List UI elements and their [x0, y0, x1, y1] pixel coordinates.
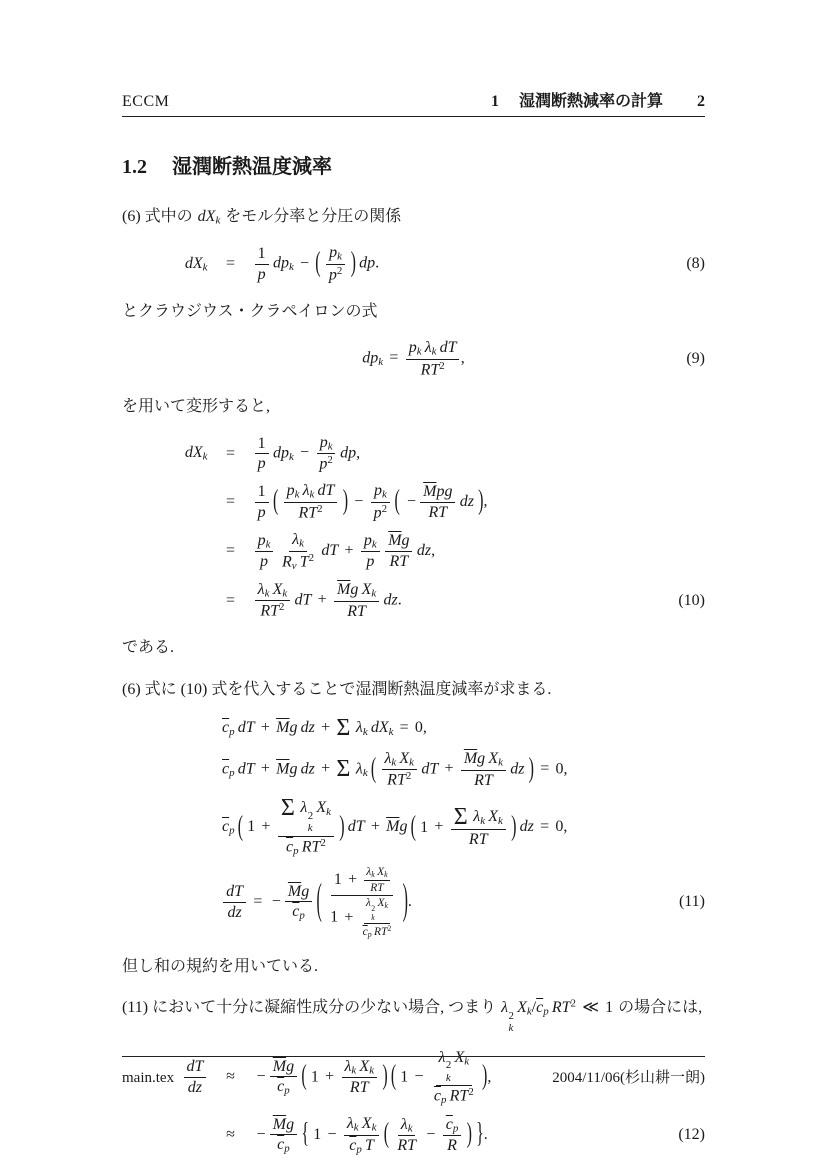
- footer-date-author: 2004/11/06(杉山耕一朗): [552, 1070, 705, 1086]
- equation-row: [122, 244, 705, 284]
- math: $\frac{\lambda_k X_k}{RT^2}$ dT + $\frac{\overline{M}g X_k}{RT}$ dz.: [254, 581, 690, 621]
- page-header: [122, 88, 705, 117]
- text-run: である.: [122, 639, 175, 657]
- equation-block: [122, 244, 705, 284]
- text-run: 但し和の規約を用いている.: [122, 957, 319, 975]
- equation-block: [122, 434, 705, 621]
- math: $dX_k$: [184, 444, 208, 464]
- math: $dX_k$: [184, 254, 208, 274]
- page-footer: [122, 1056, 705, 1087]
- text-run: (6) 式に (10) 式を代入することで湿潤断熱温度減率が求まる.: [122, 680, 552, 698]
- math: $\overline{c}_p$ dT + $\overline{M}g$ dz + Σ $\lambda_k$ ( $\frac{\lambda_k X_k}{RT^2}$ dT + $\frac{\overline{M}g X_k}{RT}$ dz ) = 0,: [222, 749, 568, 789]
- equation-row: [122, 866, 705, 939]
- running-head-left: ECCM: [122, 93, 170, 110]
- equation-number: (10): [678, 591, 705, 609]
- equation-block: [122, 714, 705, 939]
- math: − $\frac{\overline{M}g}{\overline{c}_p}$ ( 1 + $\frac{\lambda_k X_k}{RT}$ ) ( 1 − λ 2 k $X_k$ $\overline{c}_p$ $RT^2$ ) ,: [256, 1048, 492, 1107]
- math: $\frac{dT}{dz}$: [138, 1058, 208, 1096]
- math: $\frac{1}{p}$ ( $\frac{p_k \lambda_k dT}{RT^2}$ ) − $\frac{p_k}{p^2}$ ( − $\frac{\overline{M}pg}{RT}$ dz ) ,: [254, 482, 690, 522]
- paragraph: [122, 203, 705, 230]
- section-heading-number: 1.2: [122, 156, 147, 178]
- math: $\overline{c}_p$ dT + $\overline{M}g$ dz + Σ $\lambda_k$ $dX_k = 0$,: [222, 714, 427, 741]
- equation-row: [122, 1115, 705, 1155]
- math: =: [225, 255, 236, 272]
- math: =: [225, 444, 236, 462]
- math: =: [225, 493, 236, 511]
- equation-row: [122, 434, 705, 474]
- paragraph: [122, 676, 705, 703]
- text-run: (11) において十分に凝縮性成分の少ない場合, つまり: [122, 998, 501, 1016]
- header-section-number: 1: [490, 93, 499, 110]
- paragraph: [122, 994, 705, 1035]
- header-section-title: 湿潤断熱減率の計算: [518, 93, 663, 110]
- text-run: をモル分率と分圧の関係: [221, 208, 402, 225]
- equation-number: (8): [686, 255, 705, 272]
- math: − $\frac{\overline{M}g}{\overline{c}_p}$ { 1 − $\frac{\lambda_k X_k}{\overline{c}_p T}$ ( $\frac{\lambda_k}{RT}$ − $\frac{\overline{c}_p}{R}$ ) } .: [256, 1115, 488, 1156]
- math: =: [225, 591, 236, 609]
- equation-row: [122, 581, 705, 621]
- math: $\frac{dT}{dz}$ = − $\frac{\overline{M}g}{\overline{c}_p}$ ( 1 + $\frac{\lambda_k X_k}{RT}$ 1 + λ 2 k $X_k$ $\overline{c}_p$ $RT^2$ ) .: [222, 866, 412, 939]
- running-head-right: [491, 88, 705, 111]
- equation-row: [122, 795, 705, 858]
- math: $dp_k$ = $\frac{p_k \lambda_k dT}{RT^2}$ ,: [362, 339, 465, 379]
- paragraph: [122, 634, 705, 661]
- math: ≈: [226, 1068, 235, 1086]
- equation-row: [122, 339, 705, 379]
- math: $\frac{1}{p}$ $dp_k$ − ( $\frac{p_k}{p^2}$ ) dp.: [254, 244, 690, 284]
- equation-row: [122, 482, 705, 522]
- text-run: を用いて変形すると,: [122, 397, 271, 415]
- text-run: (6) 式中の: [122, 208, 197, 225]
- footer-filename: main.tex: [122, 1070, 175, 1086]
- section-heading-title: 湿潤断熱温度減率: [172, 156, 332, 178]
- inline-math: λ 2 k $X_k/\overline{c}_p$ $RT^2$ ≪ 1: [501, 997, 614, 1034]
- equation-row: [122, 750, 705, 790]
- document-content: [122, 203, 705, 1155]
- equation-row: [122, 531, 705, 572]
- paragraph: [122, 393, 705, 420]
- equation-block: [122, 339, 705, 379]
- equation-row: [122, 714, 705, 741]
- paragraph: [122, 953, 705, 980]
- math: ≈: [226, 1126, 235, 1144]
- math: $\frac{p_k}{p}$ $\frac{\lambda_k}{R_v T^2}$ dT + $\frac{p_k}{p}$ $\frac{\overline{M}g}{RT}$ dz,: [254, 531, 690, 572]
- text-run: の場合には,: [614, 998, 703, 1016]
- math: =: [225, 542, 236, 560]
- equation-number: (11): [678, 893, 705, 911]
- equation-number: (12): [678, 1126, 705, 1144]
- paragraph: [122, 298, 705, 325]
- section-heading: [122, 150, 705, 179]
- page-number: 2: [697, 93, 705, 110]
- math: $\overline{c}_p$ ( 1 + Σ λ 2 k $X_k$ $\overline{c}_p$ $RT^2$ ) dT + $\overline{M}g$ ( 1 + $\frac{\Sigma \lambda_k X_k}{RT}$ ) dz = 0,: [222, 795, 568, 858]
- math: $\frac{1}{p}$ $dp_k$ − $\frac{p_k}{p^2}$ dp,: [254, 434, 690, 474]
- equation-number: (9): [686, 349, 705, 367]
- text-run: とクラウジウス・クラペイロンの式: [122, 302, 378, 320]
- inline-math: $dX_k$: [197, 208, 221, 227]
